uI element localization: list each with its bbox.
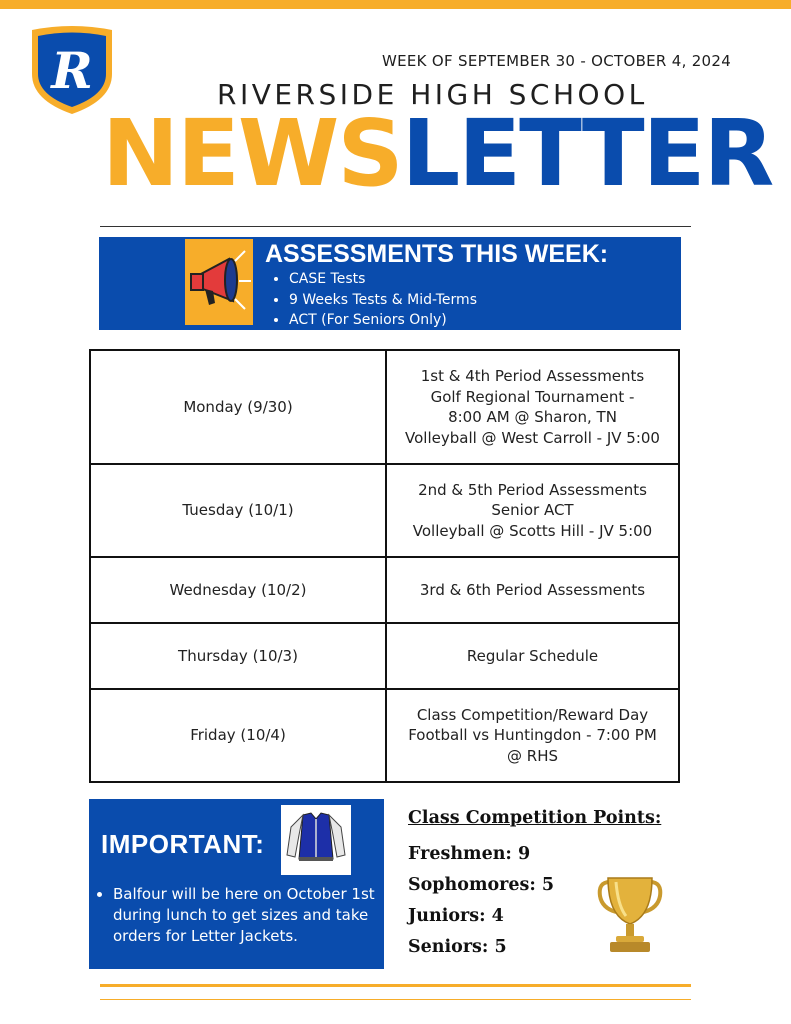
crest-letter: R <box>51 41 93 100</box>
class-points-seniors: Seniors: 5 <box>408 937 507 957</box>
event-line: 2nd & 5th Period Assessments <box>418 480 647 499</box>
letter-jacket-icon <box>281 805 351 875</box>
event-line: Golf Regional Tournament - <box>430 387 635 406</box>
table-row <box>90 623 679 689</box>
footer-divider-thin <box>100 999 691 1000</box>
day-cell: Wednesday (10/2) <box>90 557 386 623</box>
event-line: Football vs Huntingdon - 7:00 PM <box>408 726 657 745</box>
assessment-item: • 9 Weeks Tests & Mid-Terms <box>289 290 477 311</box>
school-name: RIVERSIDE HIGH SCHOOL <box>217 78 648 111</box>
megaphone-icon <box>185 239 253 325</box>
table-row <box>90 350 679 464</box>
event-line: Senior ACT <box>491 501 574 520</box>
important-list <box>97 884 388 947</box>
event-line: @ RHS <box>507 746 558 765</box>
day-cell: Tuesday (10/1) <box>90 464 386 557</box>
event-line: 8:00 AM @ Sharon, TN <box>448 408 617 426</box>
table-row <box>90 464 679 557</box>
important-title: IMPORTANT: <box>101 829 265 859</box>
table-row <box>90 557 679 623</box>
event-line: Volleyball @ West Carroll - JV 5:00 <box>405 428 660 447</box>
title-letter: LETTER <box>401 100 773 207</box>
title-news: NEWS <box>102 100 402 207</box>
event-line: Volleyball @ Scotts Hill - JV 5:00 <box>412 521 653 540</box>
events-cell <box>386 623 679 689</box>
competition-points <box>408 808 662 957</box>
class-points-sophomores: Sophomores: 5 <box>408 875 555 895</box>
competition-title: Class Competition Points: <box>408 808 662 828</box>
weekly-schedule-table <box>89 349 680 783</box>
day-cell: Thursday (10/3) <box>90 623 386 689</box>
trophy-icon <box>596 872 664 958</box>
header-divider <box>100 226 691 227</box>
event-line: Regular Schedule <box>466 646 599 665</box>
footer-divider-thick <box>100 984 691 987</box>
events-cell <box>386 557 679 623</box>
day-cell: Monday (9/30) <box>90 350 386 464</box>
event-line: Class Competition/Reward Day <box>416 705 649 724</box>
assessment-item: • ACT (For Seniors Only) <box>289 310 477 331</box>
event-line: 1st & 4th Period Assessments <box>420 367 645 385</box>
newsletter-title <box>102 100 773 207</box>
events-cell <box>386 350 679 464</box>
assessments-list <box>271 269 477 331</box>
important-item: • Balfour will be here on October 1st during lunch to get sizes and take orders for Letter Jackets. <box>113 884 388 947</box>
class-points-freshmen: Freshmen: 9 <box>408 844 531 864</box>
important-box <box>89 799 384 969</box>
week-of-label: WEEK OF SEPTEMBER 30 - OCTOBER 4, 2024 <box>382 52 732 70</box>
top-accent-bar <box>0 0 791 9</box>
day-cell: Friday (10/4) <box>90 689 386 782</box>
events-cell <box>386 689 679 782</box>
event-line: 3rd & 6th Period Assessments <box>419 580 646 599</box>
events-cell <box>386 464 679 557</box>
assessment-item: • CASE Tests <box>289 269 477 290</box>
class-points-juniors: Juniors: 4 <box>408 906 504 926</box>
assessments-title: ASSESSMENTS THIS WEEK: <box>265 240 609 268</box>
assessments-banner <box>99 237 681 330</box>
table-row <box>90 689 679 782</box>
